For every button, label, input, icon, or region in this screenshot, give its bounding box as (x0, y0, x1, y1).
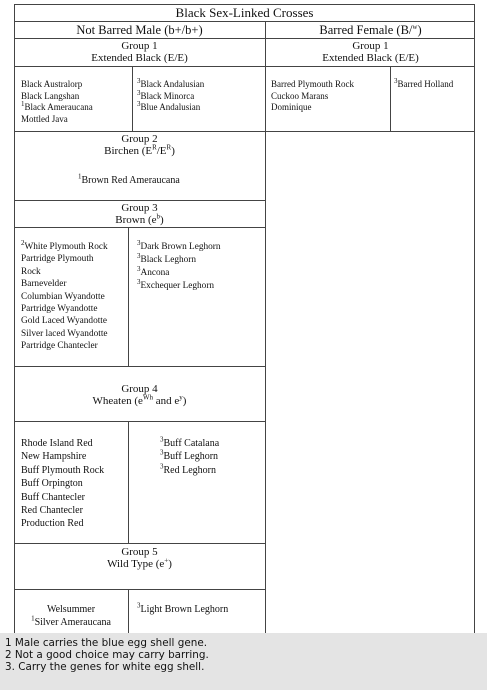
footnote-ref: 3 (137, 251, 141, 260)
list-item (21, 291, 127, 303)
divider (132, 66, 133, 131)
list-item-text: Buff Plymouth Rock (21, 464, 105, 476)
list-item: Light Brown Leghorn (140, 604, 229, 615)
list-item: Brown Red Ameraucana (81, 175, 180, 186)
group-1-header (14, 40, 265, 64)
list-item-text: Columbian Wyandotte (21, 291, 105, 302)
female-list-a (271, 79, 389, 114)
group-4-header (14, 383, 265, 407)
footnote-1: 1 Male carries the blue egg shell gene. (5, 637, 208, 649)
column-divider (265, 21, 266, 633)
list-item (137, 251, 263, 267)
list-item-text: Cuckoo Marans (271, 90, 329, 101)
list-item (21, 517, 127, 530)
list-item (21, 238, 127, 253)
group-name: Group 3 (121, 202, 158, 214)
divider (14, 38, 475, 39)
group-desc: Brown $(e^b)$ (115, 212, 164, 226)
group-4-left-list (21, 437, 127, 531)
list-item (160, 450, 264, 463)
divider (14, 131, 266, 132)
divider (14, 200, 266, 201)
list-item-text: Red Chantecler (21, 505, 83, 517)
divider (128, 421, 129, 543)
list-item-text: White Plymouth Rock (24, 242, 108, 252)
group-5-header (14, 546, 265, 570)
list-item (21, 437, 127, 450)
female-group-header (266, 40, 475, 64)
divider (265, 131, 475, 132)
divider (14, 366, 266, 367)
footnote-ref: 1 (21, 100, 25, 108)
list-item-text: Welsummer (46, 604, 96, 615)
list-item (21, 303, 127, 315)
list-item-text: Partridge Wyandotte (21, 304, 98, 315)
list-item (137, 238, 263, 254)
list-item (21, 102, 131, 114)
list-item (21, 491, 127, 504)
male-column-header: Not Barred Male (b+/b+) (76, 23, 203, 37)
group-name: Group 5 (121, 546, 158, 558)
footnote-3: 3. Carry the genes for white egg shell. (5, 661, 205, 673)
list-item-text: Production Red (21, 518, 84, 530)
list-item (21, 340, 127, 352)
list-item-text: Rhode Island Red (21, 438, 93, 449)
footnote-ref: 3 (137, 277, 141, 286)
list-item (21, 253, 127, 265)
divider (14, 421, 266, 422)
footnote-ref: 3 (137, 77, 141, 85)
list-item (137, 277, 263, 293)
footnote-ref: 1 (31, 614, 35, 623)
list-item (137, 264, 263, 280)
group-1-left-list (21, 79, 131, 125)
footnote-ref: 3 (160, 462, 164, 471)
list-item (21, 114, 131, 126)
list-item-text: Mottled Java (21, 113, 68, 124)
footnote-ref: 3 (394, 77, 398, 85)
list-item-text: Red Leghorn (163, 464, 216, 476)
list-item (21, 278, 127, 290)
group-3-header (14, 202, 265, 226)
list-item (21, 504, 127, 517)
list-item-text: Silver laced Wyandotte (21, 328, 108, 339)
list-item-text: Partridge Chantecler (21, 341, 98, 352)
list-item (21, 315, 127, 327)
list-item-text: Black Ameraucana (24, 102, 93, 112)
footnote-ref: 3 (137, 601, 141, 610)
list-item (21, 477, 127, 490)
group-5-right-item (137, 601, 263, 616)
list-item-text: Partridge Plymouth (21, 254, 94, 265)
list-item-text: Black Australorp (21, 79, 83, 89)
female-header-sup: w (412, 22, 418, 31)
list-item-text: Silver Ameraucana (34, 616, 111, 628)
group-name: Group 1 (352, 40, 389, 52)
list-item (21, 328, 127, 340)
page-title: Black Sex-Linked Crosses (175, 5, 314, 20)
divider (390, 66, 391, 131)
list-item-text: Ancona (140, 268, 170, 278)
footnote-ref: 1 (78, 172, 82, 181)
list-item-text: Black Andalusian (140, 79, 205, 89)
group-1-right-list (137, 79, 263, 114)
group-2-item (78, 172, 263, 187)
list-item-text: Dominique (271, 102, 312, 112)
divider (14, 543, 266, 544)
list-item-text: Gold Laced Wyandotte (21, 316, 108, 327)
list-item-text: Buff Catalana (163, 438, 220, 449)
divider (14, 227, 266, 228)
group-5-left-list (14, 604, 128, 629)
list-item (21, 266, 127, 278)
list-item (14, 614, 128, 630)
footnote-2: 2 Not a good choice may carry barring. (5, 649, 209, 661)
group-desc: Extended Black (E/E) (322, 52, 419, 64)
group-desc: Wheaten ($e^{Wh}$ and $e^y$) (92, 393, 187, 407)
group-3-right-list (137, 238, 263, 293)
list-item-text: Dark Brown Leghorn (140, 242, 221, 252)
list-item (160, 437, 264, 450)
group-4-right-list (160, 437, 264, 477)
list-item-text: Barnevelder (21, 279, 67, 290)
list-item (160, 464, 264, 477)
list-item-text: Exchequer Leghorn (140, 281, 215, 291)
group-name: Group 2 (121, 133, 158, 145)
list-item-text: Buff Leghorn (163, 451, 219, 463)
group-name: Group 1 (121, 40, 158, 52)
list-item (21, 450, 127, 463)
female-column-header (266, 22, 475, 38)
divider (14, 66, 266, 67)
group-desc: Birchen $(E^R/E^R)$ (104, 143, 175, 157)
group-2-header (14, 133, 265, 157)
divider (128, 227, 129, 366)
footnote-ref: 3 (137, 238, 141, 247)
list-item (137, 102, 263, 114)
list-item-text: Blue Andalusian (140, 102, 201, 112)
divider (128, 589, 129, 633)
list-item-text: Black Leghorn (140, 255, 197, 265)
list-item-text: Black Minorca (140, 90, 195, 101)
list-item (21, 464, 127, 477)
footnote-ref: 3 (137, 264, 141, 273)
list-item-text: Barred Plymouth Rock (271, 79, 354, 89)
list-item (21, 79, 131, 91)
footnote-ref: 3 (160, 449, 164, 458)
list-item (271, 79, 389, 91)
list-item-text: Rock (21, 266, 41, 277)
footnote-ref: 3 (137, 88, 141, 97)
list-item: Barred Holland (397, 79, 454, 89)
footnote-ref: 2 (21, 238, 25, 247)
list-item-text: New Hampshire (21, 451, 87, 463)
group-desc: Extended Black (E/E) (91, 52, 188, 64)
footnotes (0, 633, 487, 690)
female-list-b (394, 79, 474, 91)
list-item-text: Black Langshan (21, 90, 80, 101)
list-item-text: Buff Orpington (21, 478, 83, 490)
divider (14, 589, 266, 590)
female-header-suffix: ) (417, 23, 422, 37)
footnote-ref: 3 (160, 435, 164, 444)
list-item (137, 79, 263, 91)
list-item (137, 88, 263, 103)
footnote-ref: 3 (137, 100, 141, 108)
group-3-left-list (21, 238, 127, 353)
group-name: Group 4 (121, 383, 158, 395)
list-item-text: Buff Chantecler (21, 491, 85, 503)
divider (265, 66, 475, 67)
group-desc: Wild Type (e+) (107, 556, 172, 570)
female-header-text: Barred Female (B/ (319, 23, 413, 37)
list-item (271, 102, 389, 114)
list-item (21, 91, 131, 103)
list-item (271, 91, 389, 103)
